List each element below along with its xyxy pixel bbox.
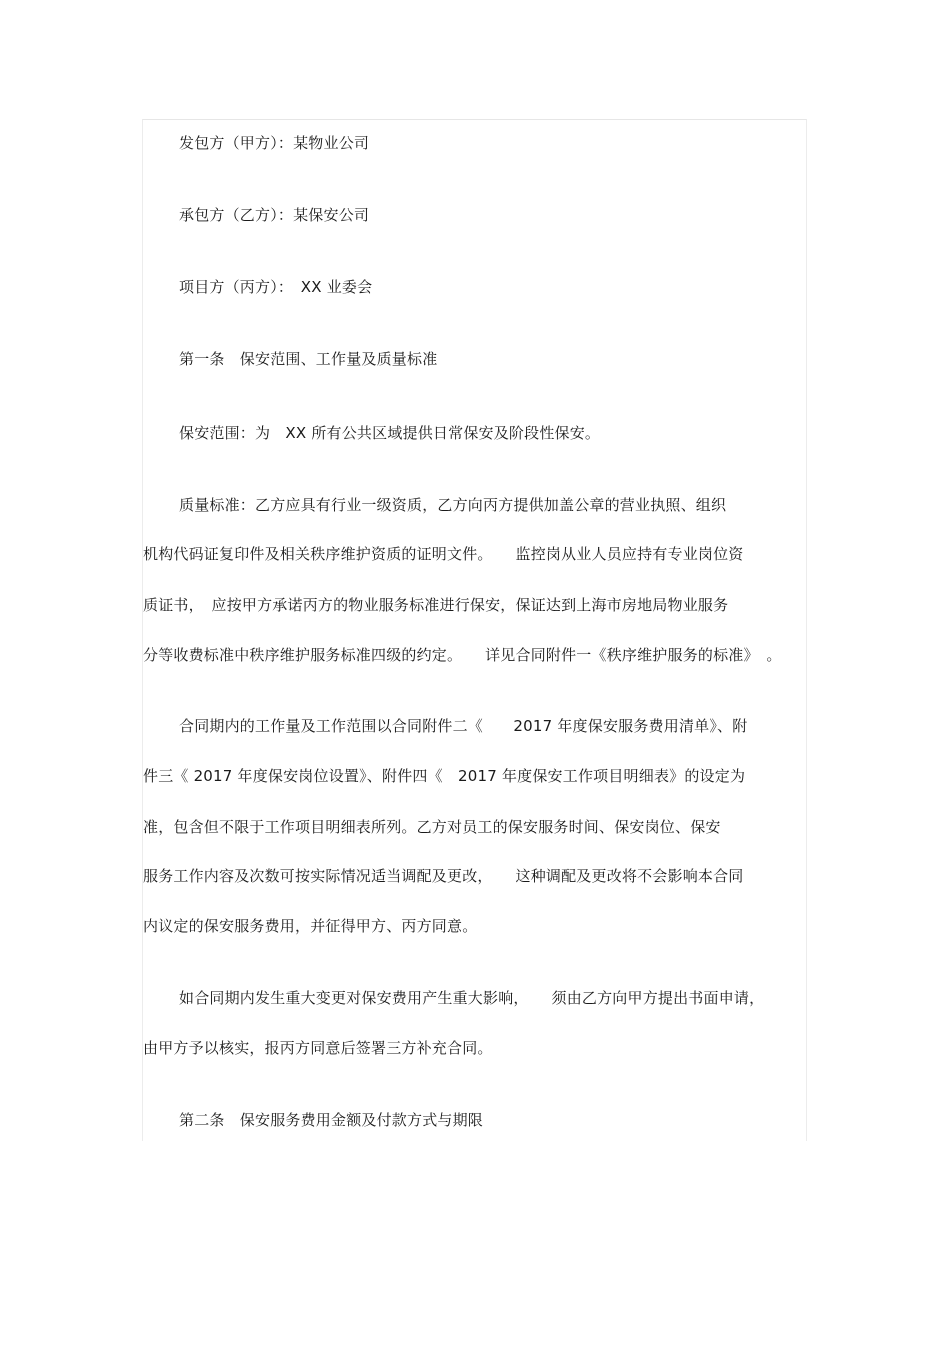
article-1-heading: 第一条 保安范围、工作量及质量标准 <box>179 350 438 368</box>
major-change-line-1: 如合同期内发生重大变更对保安费用产生重大影响， 须由乙方向甲方提出书面申请， <box>179 989 765 1007</box>
security-scope-line: 保安范围：为 XX 所有公共区域提供日常保安及阶段性保安。 <box>179 424 601 442</box>
major-change-line-2: 由甲方予以核实，报丙方同意后签署三方补充合同。 <box>143 1039 493 1057</box>
quality-standard-line-4: 分等收费标准中秩序维护服务标准四级的约定。 详见合同附件一《秩序维护服务的标准》 。 <box>143 646 782 664</box>
quality-standard-line-2: 机构代码证复印件及相关秩序维护资质的证明文件。 监控岗从业人员应持有专业岗位资 <box>143 545 744 563</box>
party-a-line: 发包方（甲方）：某物业公司 <box>179 134 370 152</box>
workload-line-5: 内议定的保安服务费用，并征得甲方、丙方同意。 <box>143 917 478 935</box>
workload-line-1: 合同期内的工作量及工作范围以合同附件二《 2017 年度保安服务费用清单》、附 <box>179 717 748 735</box>
party-c-line: 项目方（丙方）： XX 业委会 <box>179 278 373 296</box>
quality-standard-line-1: 质量标准：乙方应具有行业一级资质，乙方向丙方提供加盖公章的营业执照、组织 <box>179 496 727 514</box>
workload-line-3: 准，包含但不限于工作项目明细表所列。乙方对员工的保安服务时间、保安岗位、保安 <box>143 818 721 836</box>
workload-line-4: 服务工作内容及次数可按实际情况适当调配及更改， 这种调配及更改将不会影响本合同 <box>143 867 744 885</box>
article-2-heading: 第二条 保安服务费用金额及付款方式与期限 <box>179 1111 484 1129</box>
party-b-line: 承包方（乙方）：某保安公司 <box>179 206 370 224</box>
workload-line-2: 件三《 2017 年度保安岗位设置》、附件四《 2017 年度保安工作项目明细表》的设定为 <box>143 767 746 785</box>
quality-standard-line-3: 质证书， 应按甲方承诺丙方的物业服务标准进行保安，保证达到上海市房地局物业服务 <box>143 596 729 614</box>
